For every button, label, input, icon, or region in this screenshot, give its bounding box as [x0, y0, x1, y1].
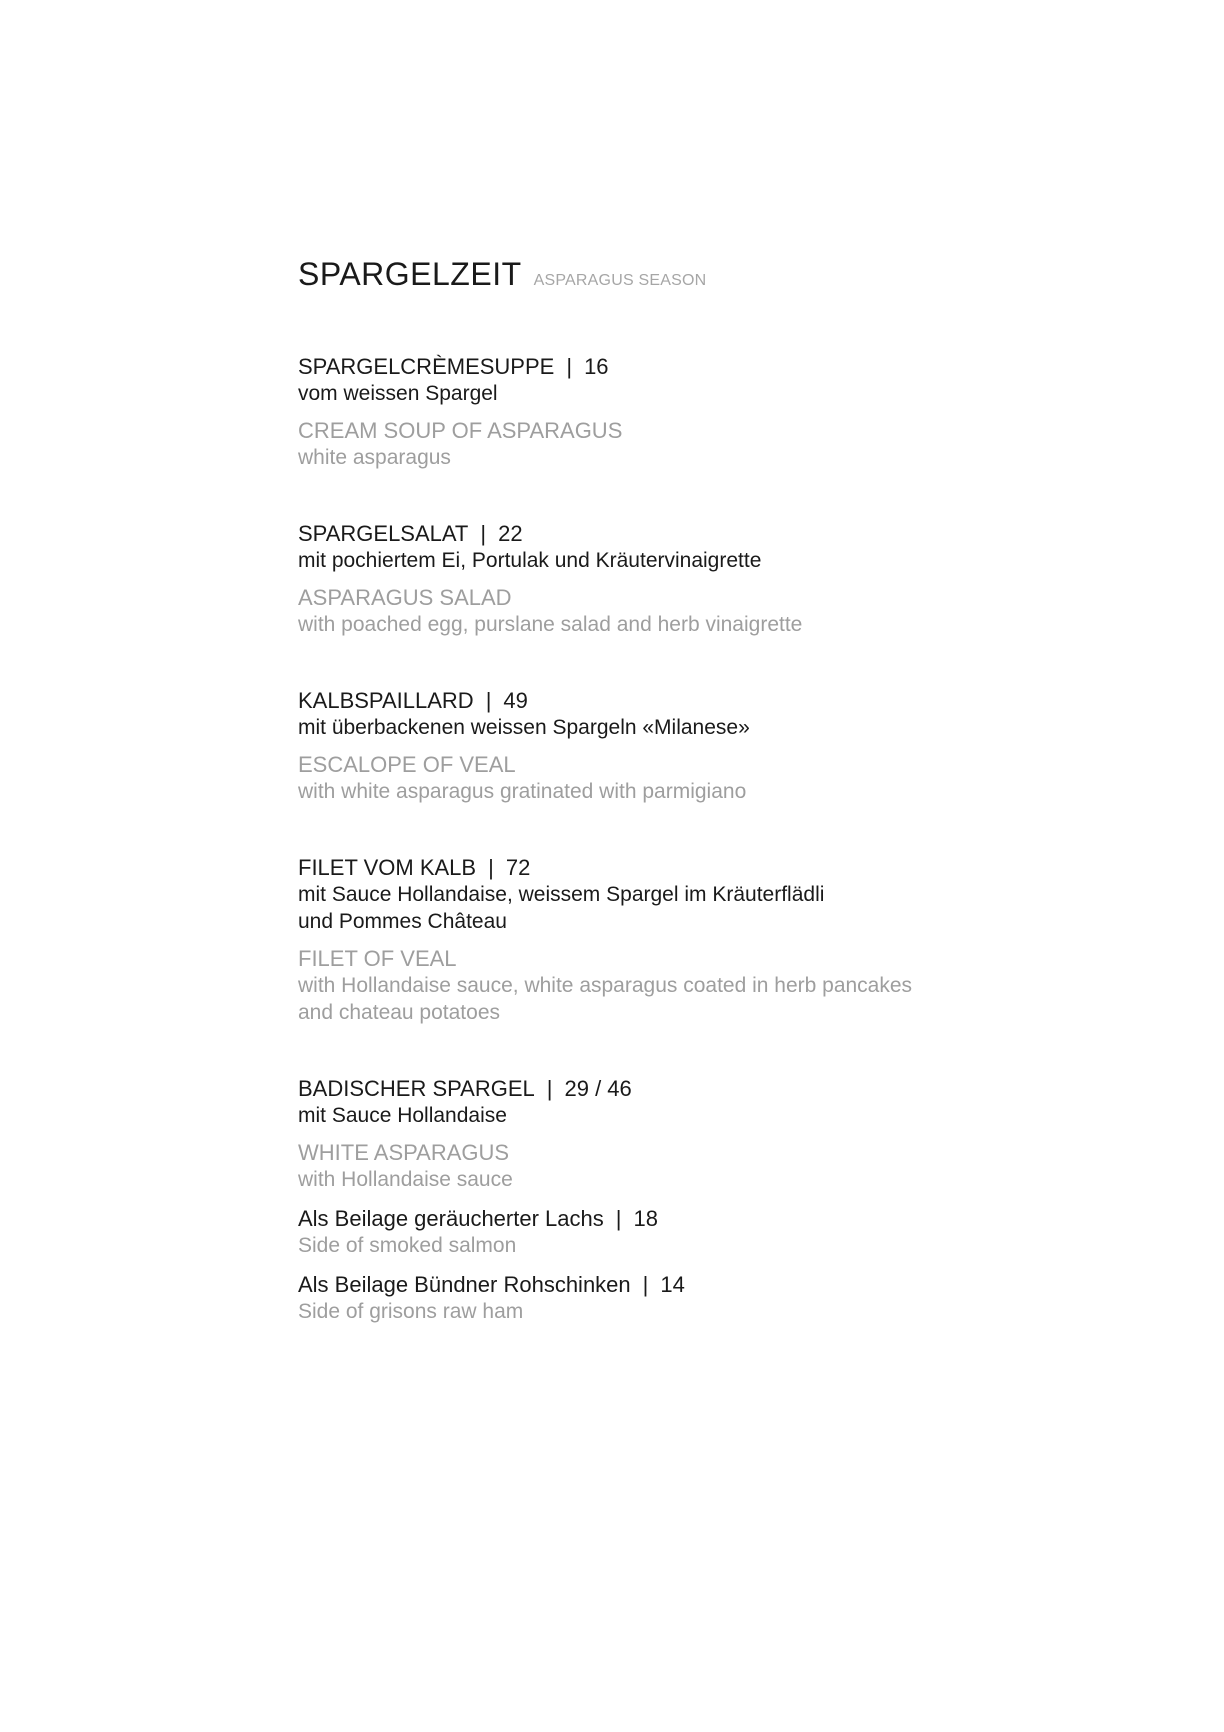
dish-desc-en: with Hollandaise sauce, white asparagus coated in herb pancakes	[298, 974, 913, 997]
menu-page	[298, 256, 1158, 1374]
dish-name-en: FILET OF VEAL	[298, 946, 457, 971]
dish-desc-de: mit Sauce Hollandaise, weissem Spargel im Kräuterflädli	[298, 883, 825, 906]
dish-desc-de: vom weissen Spargel	[298, 382, 498, 405]
side-name-de: Als Beilage Bündner Rohschinken	[298, 1272, 631, 1297]
dish-white-asparagus	[298, 1075, 1158, 1325]
dish-name-de: BADISCHER SPARGEL	[298, 1076, 535, 1101]
dish-price: 49	[503, 688, 528, 713]
dish-name-de: FILET VOM KALB	[298, 855, 477, 880]
dish-desc-en: with Hollandaise sauce	[298, 1168, 513, 1191]
dish-asparagus-salad	[298, 520, 1158, 638]
dish-price: 16	[584, 354, 609, 379]
dish-name-row	[298, 353, 1158, 380]
side-name-de: Als Beilage geräucherter Lachs	[298, 1206, 604, 1231]
dish-veal-filet	[298, 854, 1158, 1026]
side-name-row	[298, 1271, 1158, 1298]
dish-desc-en: with poached egg, purslane salad and herb vinaigrette	[298, 613, 803, 636]
dish-desc-de: mit Sauce Hollandaise	[298, 1104, 507, 1127]
dish-english	[298, 417, 1158, 471]
side-raw-ham	[298, 1271, 1158, 1325]
dish-english	[298, 584, 1158, 638]
side-name-en: Side of grisons raw ham	[298, 1300, 524, 1323]
dish-english	[298, 751, 1158, 805]
dish-veal-paillard	[298, 687, 1158, 805]
side-name-row	[298, 1205, 1158, 1232]
dish-name-en: CREAM SOUP OF ASPARAGUS	[298, 418, 623, 443]
dish-english	[298, 1139, 1158, 1193]
dish-name-en: ESCALOPE OF VEAL	[298, 752, 516, 777]
dish-cream-soup	[298, 353, 1158, 471]
price-separator: |	[485, 688, 492, 713]
menu-header	[298, 256, 1158, 293]
price-separator: |	[566, 354, 573, 379]
price-separator: |	[642, 1272, 649, 1297]
price-separator: |	[480, 521, 487, 546]
dish-name-row	[298, 854, 1158, 881]
dish-desc-en: and chateau potatoes	[298, 1001, 501, 1024]
menu-subtitle: ASPARAGUS SEASON	[533, 272, 707, 289]
side-smoked-salmon	[298, 1205, 1158, 1259]
side-price: 14	[660, 1272, 685, 1297]
dish-price: 22	[498, 521, 523, 546]
side-price: 18	[633, 1206, 658, 1231]
price-separator: |	[615, 1206, 622, 1231]
dish-name-en: WHITE ASPARAGUS	[298, 1140, 510, 1165]
dish-name-en: ASPARAGUS SALAD	[298, 585, 512, 610]
dish-desc-de: mit überbackenen weissen Spargeln «Milanese»	[298, 716, 750, 739]
dish-name-de: SPARGELCRÈMESUPPE	[298, 354, 555, 379]
price-separator: |	[488, 855, 494, 880]
dish-price: 29 / 46	[564, 1076, 632, 1101]
menu-title: SPARGELZEIT	[298, 256, 522, 292]
dish-name-de: KALBSPAILLARD	[298, 688, 474, 713]
dish-desc-en: white asparagus	[298, 446, 451, 469]
dish-english	[298, 945, 1158, 1026]
dish-name-row	[298, 1075, 1158, 1102]
dish-name-row	[298, 687, 1158, 714]
dish-desc-en: with white asparagus gratinated with parmigiano	[298, 780, 747, 803]
dish-name-de: SPARGELSALAT	[298, 521, 469, 546]
dish-desc-de: mit pochiertem Ei, Portulak und Kräutervinaigrette	[298, 549, 762, 572]
side-name-en: Side of smoked salmon	[298, 1234, 517, 1257]
dish-name-row	[298, 520, 1158, 547]
dish-price: 72	[505, 855, 531, 880]
dish-desc-de: und Pommes Château	[298, 910, 507, 933]
price-separator: |	[546, 1076, 553, 1101]
